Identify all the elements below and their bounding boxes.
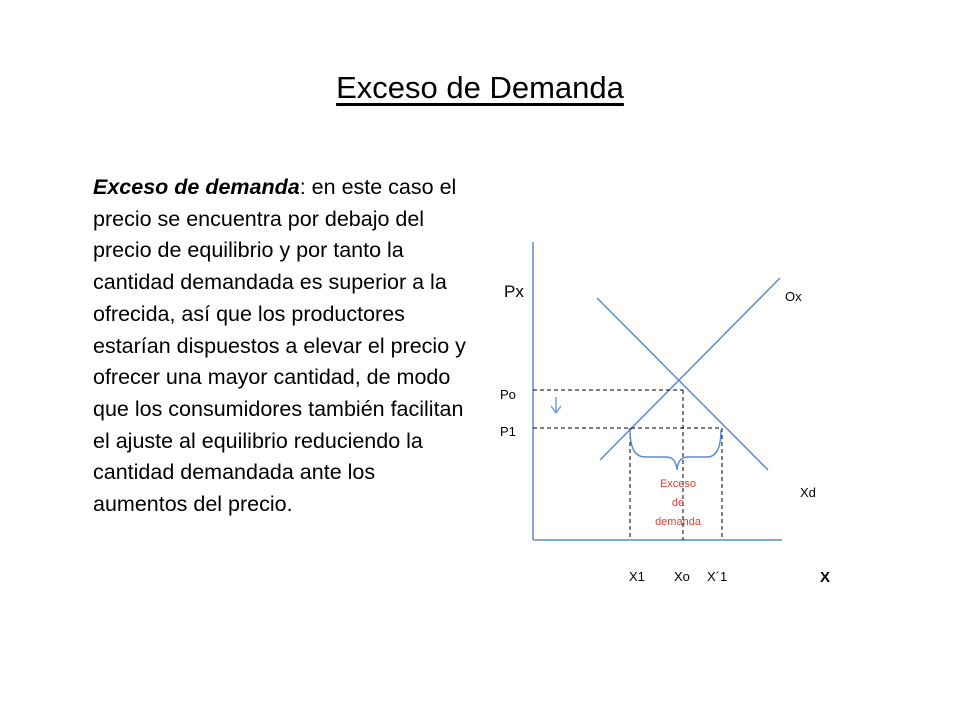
explanation-text: : en este caso el precio se encuentra por debajo del precio de equilibrio y por tanto la cantidad demandada es superior a la ofrecida, así que los productores estarían dispuestos a elevar el precio y ofrecer una mayor cantidad, de modo que los consumidores también facilitan el ajuste al equilibrio reduciendo la cantidad demandada ante los aumentos del precio. — [93, 175, 466, 517]
quantity-x1-label: X1 — [629, 569, 645, 584]
slide-title: Exceso de Demanda — [336, 70, 624, 105]
excess-brace — [630, 430, 721, 470]
demand-label: Xd — [800, 485, 816, 500]
excess-label-line-1: Exceso — [659, 478, 697, 490]
demand-curve — [597, 298, 768, 470]
excess-label-line-3: demanda — [655, 516, 701, 528]
quantity-x1-prime-label: X´1 — [707, 569, 728, 584]
price-p1-label: P1 — [500, 424, 516, 439]
term-highlight: Exceso de demanda — [93, 175, 300, 199]
excess-label-line-2: de — [671, 497, 685, 509]
supply-label: Ox — [785, 289, 802, 304]
y-axis-label: Px — [504, 282, 524, 301]
quantity-x0-label: Xo — [674, 569, 690, 584]
supply-curve — [600, 278, 780, 460]
x-axis-label: X — [820, 569, 831, 586]
price-p0-label: Po — [500, 387, 516, 402]
